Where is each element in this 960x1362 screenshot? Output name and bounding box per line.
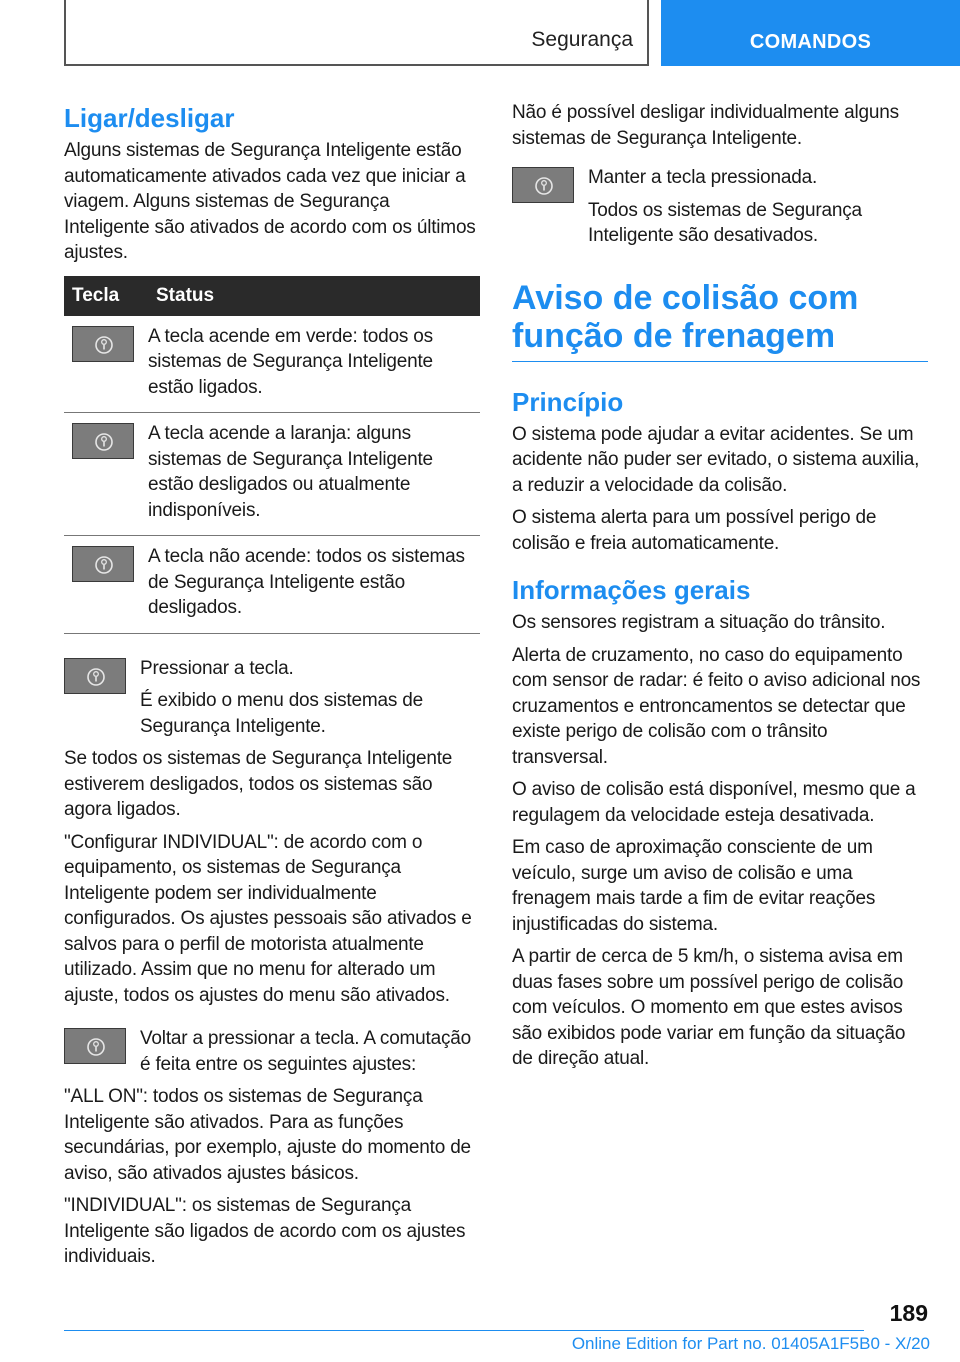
status-text: A tecla acende em verde: todos os sistemas de Segurança Inteligente estão ligados. bbox=[148, 316, 480, 413]
key-status-table bbox=[64, 276, 480, 634]
page-number: 189 bbox=[889, 1300, 928, 1326]
instruction-hold bbox=[512, 165, 928, 249]
status-text: A tecla acende a laranja: alguns sistemas de Segurança Inteligente estão desligados ou atualmente indisponíveis. bbox=[148, 413, 480, 536]
safety-button-icon bbox=[64, 658, 126, 694]
instruction-text: Manter a tecla pressionada. bbox=[588, 167, 818, 188]
instruction-result bbox=[64, 688, 480, 739]
paragraph-general-2: Alerta de cruzamento, no caso do equipamento com sensor de radar: é feito o aviso adicional nos cruzamentos e entroncamentos se detectar que existe perigo de colisão com o trânsito transversal. bbox=[512, 644, 921, 768]
instruction-press bbox=[64, 656, 480, 740]
safety-button-icon bbox=[512, 167, 574, 203]
paragraph-all-on: "ALL ON": todos os sistemas de Segurança Inteligente são ativados. Para as funções secundárias, por exemplo, ajuste do momento de aviso, são ativados ajustes básicos. bbox=[64, 1086, 471, 1184]
heading-collision-warning: Aviso de colisão com função de frenagem bbox=[512, 279, 928, 362]
paragraph-principle-1: O sistema pode ajudar a evitar acidentes. Se um acidente não puder ser evitado, o sistema auxilia, a reduzir a velocidade da colisão. bbox=[512, 423, 920, 496]
column-header-status: Status bbox=[148, 276, 480, 316]
heading-principle: Princípio bbox=[512, 386, 624, 417]
safety-button-icon bbox=[64, 1028, 126, 1064]
instruction-result-text: É exibido o menu dos sistemas de Segurança Inteligente. bbox=[140, 690, 423, 737]
chapter-tab: COMANDOS bbox=[661, 0, 960, 66]
heading-general-info: Informações gerais bbox=[512, 575, 751, 605]
header-frame bbox=[64, 0, 649, 66]
instruction-result: Todos os sistemas de Segurança Inteligente são desativados. bbox=[588, 199, 862, 246]
section-title: Segurança bbox=[531, 28, 633, 51]
heading-ligar-desligar: Ligar/desligar bbox=[64, 103, 235, 133]
paragraph-general-5: A partir de cerca de 5 km/h, o sistema avisa em duas fases sobre um possível perigo de colisão com veículos. O momento em que estes avisos são exibidos pode variar em função da situação de direção atual. bbox=[512, 946, 906, 1069]
instruction-press-again bbox=[64, 1026, 480, 1077]
safety-button-icon bbox=[72, 326, 134, 362]
footer-divider bbox=[64, 1330, 864, 1331]
right-column bbox=[512, 100, 928, 1079]
table-row bbox=[64, 413, 480, 536]
footer-edition: Online Edition for Part no. 01405A1F5B0 - X/20 bbox=[571, 1334, 930, 1353]
left-column bbox=[64, 100, 480, 1277]
paragraph-no-individual: Não é possível desligar individualmente alguns sistemas de Segurança Inteligente. bbox=[512, 102, 899, 149]
paragraph-general-1: Os sensores registram a situação do trânsito. bbox=[512, 612, 886, 633]
instruction-text: Voltar a pressionar a tecla. A comutação é feita entre os seguintes ajustes: bbox=[140, 1028, 472, 1075]
paragraph-principle-2: O sistema alerta para um possível perigo de colisão e freia automaticamente. bbox=[512, 507, 877, 554]
paragraph-all-off: Se todos os sistemas de Segurança Inteligente estiverem desligados, todos os sistemas são agora ligados. bbox=[64, 748, 453, 820]
paragraph-general-3: O aviso de colisão está disponível, mesmo que a regulagem da velocidade esteja desativada. bbox=[512, 779, 916, 826]
table-row bbox=[64, 316, 480, 413]
column-header-key: Tecla bbox=[64, 276, 148, 316]
paragraph-individual: "Configurar INDIVIDUAL": de acordo com o equipamento, os sistemas de Segurança Inteligente podem ser individualmente configurados. Os ajustes pessoais são ativados e salvos para o perfil de motorista atualmente utilizado. Assim que no menu for alterado um ajuste, todos os ajustes do menu são ativados. bbox=[64, 831, 472, 1006]
paragraph-general-4: Em caso de aproximação consciente de um veículo, surge um aviso de colisão e uma frenagem mais tarde a fim de evitar reações injustificadas do sistema. bbox=[512, 837, 876, 935]
safety-button-icon bbox=[72, 546, 134, 582]
intro-paragraph: Alguns sistemas de Segurança Inteligente estão automaticamente ativados cada vez que iniciar a viagem. Alguns sistemas de Segurança Inteligente são ativados de acordo com os últimos ajustes. bbox=[64, 140, 476, 263]
safety-button-icon bbox=[72, 423, 134, 459]
status-text: A tecla não acende: todos os sistemas de Segurança Inteligente estão desligados. bbox=[148, 536, 480, 634]
instruction-text: Pressionar a tecla. bbox=[140, 657, 294, 679]
table-row bbox=[64, 536, 480, 634]
paragraph-individual-setting: "INDIVIDUAL": os sistemas de Segurança Inteligente são ligados de acordo com os ajustes individuais. bbox=[64, 1195, 466, 1267]
